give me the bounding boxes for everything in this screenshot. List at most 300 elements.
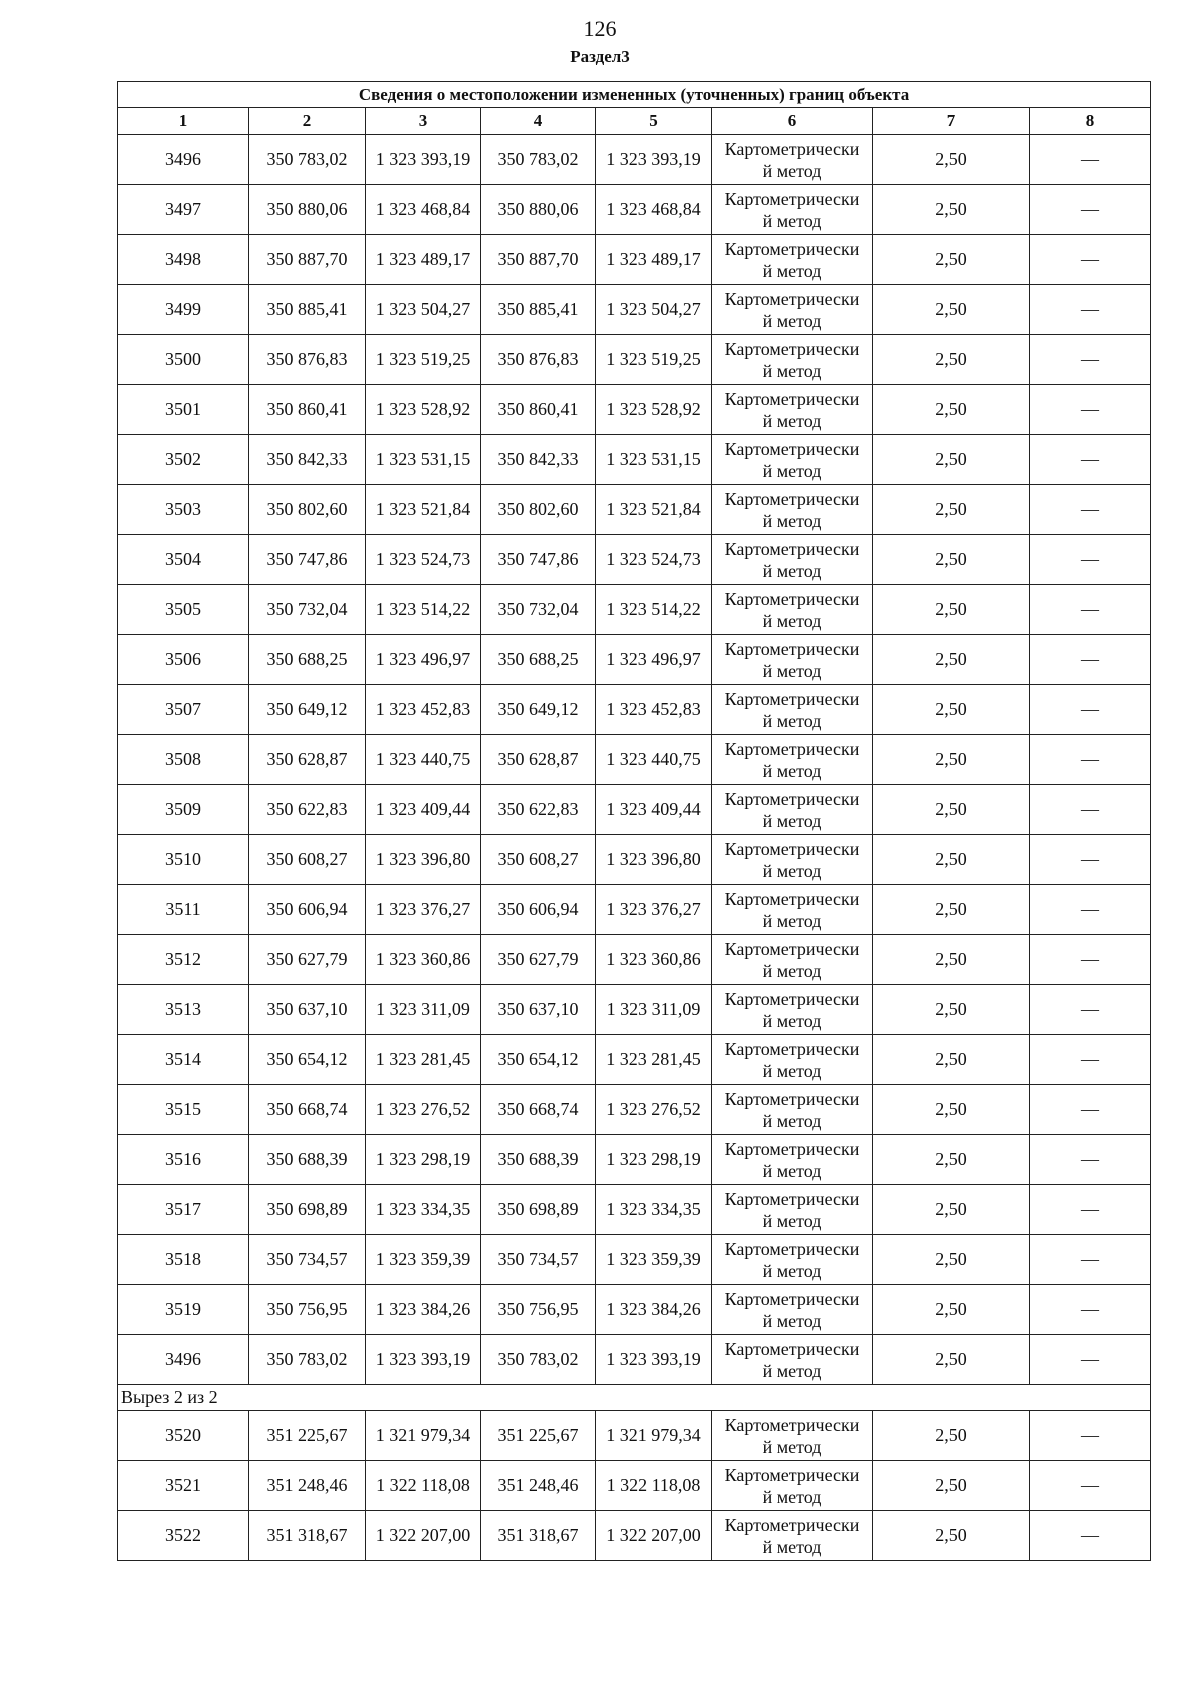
method-cell (712, 1461, 873, 1511)
accuracy-cell: 2,50 (873, 1035, 1030, 1085)
method-text-line: й метод (762, 910, 822, 931)
method-text-line: й метод (762, 1360, 822, 1381)
column-number: 2 (249, 108, 366, 135)
point-number-cell: 3517 (118, 1185, 249, 1235)
point-number-cell: 3515 (118, 1085, 249, 1135)
table-caption: Сведения о местоположении измененных (уточненных) границ объекта (118, 82, 1151, 108)
accuracy-cell: 2,50 (873, 135, 1030, 185)
method-cell (712, 585, 873, 635)
x-new-cell: 350 860,41 (481, 385, 596, 435)
y-existing-cell: 1 323 360,86 (366, 935, 481, 985)
table-row (118, 235, 1151, 285)
y-new-cell: 1 323 281,45 (596, 1035, 712, 1085)
description-cell: — (1030, 635, 1151, 685)
point-number-cell: 3511 (118, 885, 249, 935)
y-existing-cell: 1 323 489,17 (366, 235, 481, 285)
method-text-line: Картометрически (724, 838, 860, 859)
point-number-cell: 3521 (118, 1461, 249, 1511)
description-cell: — (1030, 1335, 1151, 1385)
table-row (118, 935, 1151, 985)
table-row (118, 335, 1151, 385)
y-new-cell: 1 322 207,00 (596, 1511, 712, 1561)
x-new-cell: 350 649,12 (481, 685, 596, 735)
accuracy-cell: 2,50 (873, 385, 1030, 435)
y-existing-cell: 1 323 528,92 (366, 385, 481, 435)
y-new-cell: 1 323 524,73 (596, 535, 712, 585)
boundary-coordinates-table (117, 81, 1151, 1561)
x-new-cell: 351 318,67 (481, 1511, 596, 1561)
accuracy-cell: 2,50 (873, 585, 1030, 635)
table-row (118, 385, 1151, 435)
method-cell (712, 485, 873, 535)
point-number-cell: 3520 (118, 1411, 249, 1461)
method-text-line: й метод (762, 410, 822, 431)
method-cell (712, 885, 873, 935)
method-text-line: й метод (762, 260, 822, 281)
x-new-cell: 350 885,41 (481, 285, 596, 335)
x-existing-cell: 350 880,06 (249, 185, 366, 235)
x-existing-cell: 350 756,95 (249, 1285, 366, 1335)
y-new-cell: 1 323 276,52 (596, 1085, 712, 1135)
accuracy-cell: 2,50 (873, 1461, 1030, 1511)
method-text-line: й метод (762, 1010, 822, 1031)
accuracy-cell: 2,50 (873, 1411, 1030, 1461)
x-new-cell: 350 842,33 (481, 435, 596, 485)
method-text-line: Картометрически (724, 538, 860, 559)
method-cell (712, 935, 873, 985)
x-existing-cell: 351 225,67 (249, 1411, 366, 1461)
y-new-cell: 1 323 519,25 (596, 335, 712, 385)
point-number-cell: 3518 (118, 1235, 249, 1285)
table-row (118, 835, 1151, 885)
y-existing-cell: 1 323 298,19 (366, 1135, 481, 1185)
method-cell (712, 985, 873, 1035)
accuracy-cell: 2,50 (873, 1285, 1030, 1335)
accuracy-cell: 2,50 (873, 1135, 1030, 1185)
cutout-label: Вырез 2 из 2 (118, 1385, 1151, 1411)
x-existing-cell: 351 318,67 (249, 1511, 366, 1561)
description-cell: — (1030, 735, 1151, 785)
column-number: 3 (366, 108, 481, 135)
x-new-cell: 350 627,79 (481, 935, 596, 985)
y-new-cell: 1 323 452,83 (596, 685, 712, 735)
accuracy-cell: 2,50 (873, 885, 1030, 935)
method-text-line: й метод (762, 1436, 822, 1457)
y-new-cell: 1 323 360,86 (596, 935, 712, 985)
table-row (118, 135, 1151, 185)
method-cell (712, 735, 873, 785)
x-existing-cell: 350 698,89 (249, 1185, 366, 1235)
method-cell (712, 1235, 873, 1285)
y-existing-cell: 1 323 521,84 (366, 485, 481, 535)
x-existing-cell: 350 688,39 (249, 1135, 366, 1185)
y-existing-cell: 1 323 396,80 (366, 835, 481, 885)
point-number-cell: 3499 (118, 285, 249, 335)
table-row (118, 1135, 1151, 1185)
y-new-cell: 1 323 393,19 (596, 135, 712, 185)
y-new-cell: 1 323 376,27 (596, 885, 712, 935)
method-text-line: Картометрически (724, 1464, 860, 1485)
description-cell: — (1030, 1285, 1151, 1335)
method-text-line: й метод (762, 860, 822, 881)
method-text-line: Картометрически (724, 588, 860, 609)
accuracy-cell: 2,50 (873, 685, 1030, 735)
description-cell: — (1030, 435, 1151, 485)
table-row (118, 1085, 1151, 1135)
method-text-line: Картометрически (724, 1414, 860, 1435)
accuracy-cell: 2,50 (873, 935, 1030, 985)
method-text-line: Картометрически (724, 788, 860, 809)
method-cell (712, 1285, 873, 1335)
description-cell: — (1030, 335, 1151, 385)
method-cell (712, 1085, 873, 1135)
x-new-cell: 350 802,60 (481, 485, 596, 535)
table-row (118, 985, 1151, 1035)
method-text-line: Картометрически (724, 188, 860, 209)
y-existing-cell: 1 323 334,35 (366, 1185, 481, 1235)
method-text-line: Картометрически (724, 438, 860, 459)
method-text-line: й метод (762, 1110, 822, 1131)
y-existing-cell: 1 323 281,45 (366, 1035, 481, 1085)
x-new-cell: 350 698,89 (481, 1185, 596, 1235)
x-existing-cell: 350 628,87 (249, 735, 366, 785)
method-text-line: й метод (762, 810, 822, 831)
column-number-row (118, 108, 1151, 135)
x-existing-cell: 350 860,41 (249, 385, 366, 435)
table-row (118, 485, 1151, 535)
y-new-cell: 1 323 468,84 (596, 185, 712, 235)
point-number-cell: 3497 (118, 185, 249, 235)
accuracy-cell: 2,50 (873, 185, 1030, 235)
x-existing-cell: 350 608,27 (249, 835, 366, 885)
y-existing-cell: 1 323 452,83 (366, 685, 481, 735)
method-cell (712, 1185, 873, 1235)
method-cell (712, 685, 873, 735)
point-number-cell: 3496 (118, 1335, 249, 1385)
x-existing-cell: 350 688,25 (249, 635, 366, 685)
point-number-cell: 3516 (118, 1135, 249, 1185)
method-text-line: й метод (762, 1536, 822, 1557)
description-cell: — (1030, 985, 1151, 1035)
table-row (118, 1335, 1151, 1385)
y-existing-cell: 1 323 440,75 (366, 735, 481, 785)
y-new-cell: 1 323 359,39 (596, 1235, 712, 1285)
method-text-line: Картометрически (724, 938, 860, 959)
description-cell: — (1030, 135, 1151, 185)
table-caption-row (118, 82, 1151, 108)
description-cell: — (1030, 285, 1151, 335)
method-text-line: Картометрически (724, 1088, 860, 1109)
point-number-cell: 3498 (118, 235, 249, 285)
y-new-cell: 1 323 496,97 (596, 635, 712, 685)
point-number-cell: 3500 (118, 335, 249, 385)
accuracy-cell: 2,50 (873, 735, 1030, 785)
description-cell: — (1030, 885, 1151, 935)
point-number-cell: 3513 (118, 985, 249, 1035)
y-existing-cell: 1 321 979,34 (366, 1411, 481, 1461)
method-text-line: й метод (762, 960, 822, 981)
x-new-cell: 350 606,94 (481, 885, 596, 935)
y-existing-cell: 1 322 207,00 (366, 1511, 481, 1561)
x-existing-cell: 350 732,04 (249, 585, 366, 635)
table-row (118, 685, 1151, 735)
method-cell (712, 1511, 873, 1561)
x-new-cell: 350 628,87 (481, 735, 596, 785)
x-new-cell: 350 747,86 (481, 535, 596, 585)
method-text-line: Картометрически (724, 1288, 860, 1309)
method-text-line: Картометрически (724, 388, 860, 409)
x-existing-cell: 350 887,70 (249, 235, 366, 285)
column-number: 7 (873, 108, 1030, 135)
method-text-line: й метод (762, 1210, 822, 1231)
y-new-cell: 1 323 298,19 (596, 1135, 712, 1185)
method-cell (712, 635, 873, 685)
accuracy-cell: 2,50 (873, 1185, 1030, 1235)
point-number-cell: 3514 (118, 1035, 249, 1085)
point-number-cell: 3519 (118, 1285, 249, 1335)
method-text-line: Картометрически (724, 688, 860, 709)
method-text-line: Картометрически (724, 888, 860, 909)
method-text-line: Картометрически (724, 1514, 860, 1535)
method-text-line: й метод (762, 160, 822, 181)
description-cell: — (1030, 235, 1151, 285)
point-number-cell: 3507 (118, 685, 249, 735)
method-text-line: й метод (762, 610, 822, 631)
x-existing-cell: 350 649,12 (249, 685, 366, 735)
method-text-line: Картометрически (724, 1338, 860, 1359)
x-new-cell: 350 668,74 (481, 1085, 596, 1135)
method-cell (712, 1411, 873, 1461)
y-existing-cell: 1 323 531,15 (366, 435, 481, 485)
point-number-cell: 3501 (118, 385, 249, 435)
y-new-cell: 1 323 393,19 (596, 1335, 712, 1385)
method-text-line: й метод (762, 1310, 822, 1331)
method-cell (712, 235, 873, 285)
point-number-cell: 3505 (118, 585, 249, 635)
point-number-cell: 3522 (118, 1511, 249, 1561)
x-new-cell: 350 688,25 (481, 635, 596, 685)
y-new-cell: 1 323 489,17 (596, 235, 712, 285)
table-row (118, 1411, 1151, 1461)
table-row (118, 785, 1151, 835)
y-new-cell: 1 323 409,44 (596, 785, 712, 835)
y-new-cell: 1 323 531,15 (596, 435, 712, 485)
method-text-line: Картометрически (724, 338, 860, 359)
table-row (118, 185, 1151, 235)
x-existing-cell: 350 876,83 (249, 335, 366, 385)
description-cell: — (1030, 185, 1151, 235)
page-number: 126 (583, 16, 617, 41)
y-new-cell: 1 323 440,75 (596, 735, 712, 785)
method-text-line: Картометрически (724, 288, 860, 309)
method-text-line: Картометрически (724, 738, 860, 759)
method-text-line: й метод (762, 560, 822, 581)
description-cell: — (1030, 1235, 1151, 1285)
y-new-cell: 1 323 521,84 (596, 485, 712, 535)
x-existing-cell: 350 885,41 (249, 285, 366, 335)
accuracy-cell: 2,50 (873, 335, 1030, 385)
table-row (118, 1185, 1151, 1235)
method-cell (712, 285, 873, 335)
x-new-cell: 351 248,46 (481, 1461, 596, 1511)
y-existing-cell: 1 323 311,09 (366, 985, 481, 1035)
table-row (118, 435, 1151, 485)
cutout-row (118, 1385, 1151, 1411)
y-existing-cell: 1 323 393,19 (366, 135, 481, 185)
description-cell: — (1030, 1411, 1151, 1461)
method-cell (712, 835, 873, 885)
method-cell (712, 535, 873, 585)
method-text-line: Картометрически (724, 1038, 860, 1059)
x-existing-cell: 350 783,02 (249, 1335, 366, 1385)
table-row (118, 1235, 1151, 1285)
accuracy-cell: 2,50 (873, 235, 1030, 285)
x-existing-cell: 350 668,74 (249, 1085, 366, 1135)
accuracy-cell: 2,50 (873, 785, 1030, 835)
table-row (118, 1461, 1151, 1511)
method-text-line: Картометрически (724, 238, 860, 259)
x-new-cell: 350 637,10 (481, 985, 596, 1035)
table-body (118, 135, 1151, 1561)
accuracy-cell: 2,50 (873, 835, 1030, 885)
accuracy-cell: 2,50 (873, 635, 1030, 685)
method-text-line: й метод (762, 310, 822, 331)
method-cell (712, 785, 873, 835)
method-text-line: Картометрически (724, 1138, 860, 1159)
method-cell (712, 335, 873, 385)
method-cell (712, 185, 873, 235)
method-text-line: Картометрически (724, 488, 860, 509)
y-existing-cell: 1 323 514,22 (366, 585, 481, 635)
description-cell: — (1030, 835, 1151, 885)
y-existing-cell: 1 323 519,25 (366, 335, 481, 385)
table-row (118, 1285, 1151, 1335)
x-new-cell: 350 876,83 (481, 335, 596, 385)
method-cell (712, 1335, 873, 1385)
y-new-cell: 1 321 979,34 (596, 1411, 712, 1461)
method-text-line: й метод (762, 360, 822, 381)
x-existing-cell: 350 842,33 (249, 435, 366, 485)
table-row (118, 535, 1151, 585)
accuracy-cell: 2,50 (873, 535, 1030, 585)
x-existing-cell: 350 802,60 (249, 485, 366, 535)
method-text-line: й метод (762, 510, 822, 531)
column-number: 5 (596, 108, 712, 135)
description-cell: — (1030, 1085, 1151, 1135)
method-text-line: й метод (762, 1160, 822, 1181)
y-existing-cell: 1 323 524,73 (366, 535, 481, 585)
accuracy-cell: 2,50 (873, 1235, 1030, 1285)
point-number-cell: 3502 (118, 435, 249, 485)
method-text-line: Картометрически (724, 1238, 860, 1259)
method-text-line: й метод (762, 210, 822, 231)
x-existing-cell: 350 606,94 (249, 885, 366, 935)
y-new-cell: 1 323 396,80 (596, 835, 712, 885)
y-new-cell: 1 322 118,08 (596, 1461, 712, 1511)
method-cell (712, 1135, 873, 1185)
table-row (118, 885, 1151, 935)
x-existing-cell: 350 627,79 (249, 935, 366, 985)
x-existing-cell: 351 248,46 (249, 1461, 366, 1511)
point-number-cell: 3508 (118, 735, 249, 785)
x-new-cell: 351 225,67 (481, 1411, 596, 1461)
x-new-cell: 350 783,02 (481, 1335, 596, 1385)
x-new-cell: 350 756,95 (481, 1285, 596, 1335)
x-existing-cell: 350 783,02 (249, 135, 366, 185)
point-number-cell: 3509 (118, 785, 249, 835)
x-existing-cell: 350 622,83 (249, 785, 366, 835)
x-existing-cell: 350 747,86 (249, 535, 366, 585)
method-text-line: й метод (762, 660, 822, 681)
description-cell: — (1030, 935, 1151, 985)
x-new-cell: 350 688,39 (481, 1135, 596, 1185)
method-text-line: й метод (762, 760, 822, 781)
y-existing-cell: 1 322 118,08 (366, 1461, 481, 1511)
point-number-cell: 3504 (118, 535, 249, 585)
x-new-cell: 350 654,12 (481, 1035, 596, 1085)
method-cell (712, 1035, 873, 1085)
y-new-cell: 1 323 528,92 (596, 385, 712, 435)
x-new-cell: 350 608,27 (481, 835, 596, 885)
table-row (118, 1035, 1151, 1085)
x-new-cell: 350 622,83 (481, 785, 596, 835)
y-new-cell: 1 323 334,35 (596, 1185, 712, 1235)
x-existing-cell: 350 734,57 (249, 1235, 366, 1285)
accuracy-cell: 2,50 (873, 1085, 1030, 1135)
method-cell (712, 385, 873, 435)
method-text-line: й метод (762, 460, 822, 481)
accuracy-cell: 2,50 (873, 1335, 1030, 1385)
description-cell: — (1030, 1185, 1151, 1235)
method-text-line: Картометрически (724, 988, 860, 1009)
column-number: 4 (481, 108, 596, 135)
description-cell: — (1030, 1135, 1151, 1185)
point-number-cell: 3503 (118, 485, 249, 535)
column-number: 8 (1030, 108, 1151, 135)
accuracy-cell: 2,50 (873, 285, 1030, 335)
table-row (118, 1511, 1151, 1561)
x-new-cell: 350 887,70 (481, 235, 596, 285)
method-text-line: й метод (762, 1260, 822, 1281)
table-row (118, 585, 1151, 635)
x-new-cell: 350 783,02 (481, 135, 596, 185)
y-new-cell: 1 323 384,26 (596, 1285, 712, 1335)
accuracy-cell: 2,50 (873, 435, 1030, 485)
method-text-line: Картометрически (724, 138, 860, 159)
description-cell: — (1030, 485, 1151, 535)
y-new-cell: 1 323 311,09 (596, 985, 712, 1035)
method-cell (712, 435, 873, 485)
x-existing-cell: 350 637,10 (249, 985, 366, 1035)
description-cell: — (1030, 385, 1151, 435)
description-cell: — (1030, 685, 1151, 735)
method-text-line: й метод (762, 710, 822, 731)
y-new-cell: 1 323 514,22 (596, 585, 712, 635)
table-row (118, 285, 1151, 335)
y-existing-cell: 1 323 376,27 (366, 885, 481, 935)
description-cell: — (1030, 1511, 1151, 1561)
accuracy-cell: 2,50 (873, 485, 1030, 535)
section-title: Раздел3 (570, 47, 630, 66)
y-existing-cell: 1 323 276,52 (366, 1085, 481, 1135)
description-cell: — (1030, 1461, 1151, 1511)
table-row (118, 735, 1151, 785)
x-existing-cell: 350 654,12 (249, 1035, 366, 1085)
x-new-cell: 350 734,57 (481, 1235, 596, 1285)
accuracy-cell: 2,50 (873, 985, 1030, 1035)
y-existing-cell: 1 323 359,39 (366, 1235, 481, 1285)
method-text-line: Картометрически (724, 1188, 860, 1209)
